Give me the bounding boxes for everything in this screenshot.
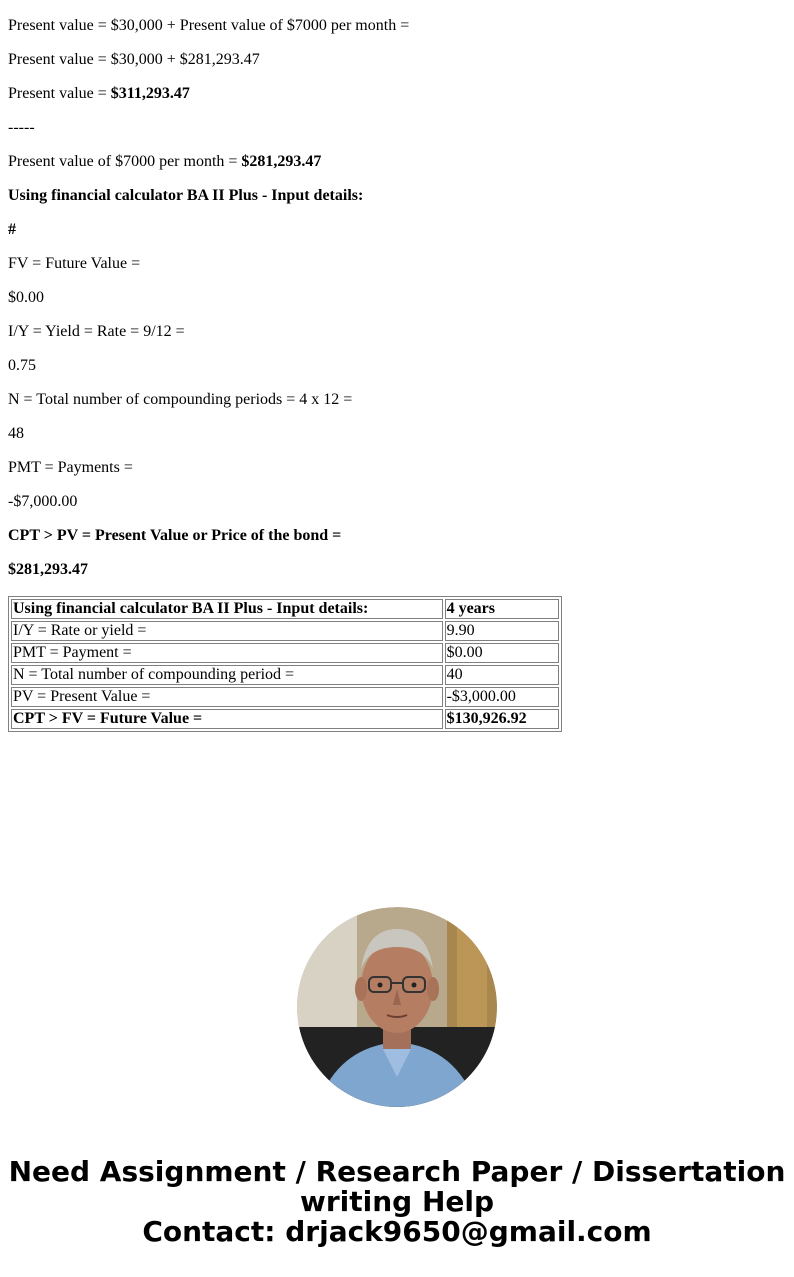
text-line <box>8 493 77 511</box>
text-line <box>8 527 341 545</box>
line-text: I/Y = Yield = Rate = 9/12 = <box>8 323 185 340</box>
table-cell-value: -$3,000.00 <box>445 687 559 707</box>
text-line <box>8 51 260 69</box>
line-bold-text: Using financial calculator BA II Plus - Input details: <box>8 187 364 204</box>
text-line <box>8 391 352 409</box>
section-heading <box>8 187 363 205</box>
text-line <box>8 153 321 171</box>
line-text: Present value = <box>8 85 111 102</box>
line-text: Present value = $30,000 + $281,293.47 <box>8 51 260 68</box>
text-line <box>8 323 185 341</box>
line-bold-text: $281,293.47 <box>8 561 88 578</box>
line-text: 0.75 <box>8 357 36 374</box>
text-line <box>8 221 16 239</box>
table-cell-label: PV = Present Value = <box>11 687 443 707</box>
table-cell-value: $130,926.92 <box>445 709 559 729</box>
line-text: Present value = $30,000 + Present value of $7000 per month = <box>8 17 410 34</box>
text-line <box>8 425 24 443</box>
table-row <box>11 621 559 641</box>
line-bold-text: # <box>8 221 16 238</box>
line-text: ----- <box>8 119 35 136</box>
text-line <box>8 289 44 307</box>
line-bold-text: CPT > PV = Present Value or Price of the bond = <box>8 527 342 544</box>
table-cell-label: PMT = Payment = <box>11 643 443 663</box>
author-portrait <box>297 907 497 1107</box>
table-cell-label: N = Total number of compounding period = <box>11 665 443 685</box>
text-line <box>8 255 140 273</box>
avatar <box>297 907 497 1107</box>
text-line <box>8 17 409 35</box>
table-cell-value: 4 years <box>445 599 559 619</box>
table-row <box>11 665 559 685</box>
table-row <box>11 643 559 663</box>
line-text: Present value of $7000 per month = <box>8 153 242 170</box>
line-bold-text: $311,293.47 <box>110 85 190 102</box>
line-text: 48 <box>8 425 24 442</box>
table-row <box>11 709 559 729</box>
line-text: PMT = Payments = <box>8 459 133 476</box>
text-line <box>8 85 190 103</box>
footer-line: writing Help <box>299 1185 495 1218</box>
table-cell-value: 40 <box>445 665 559 685</box>
line-bold-text: $281,293.47 <box>241 153 322 170</box>
table-cell-label: CPT > FV = Future Value = <box>11 709 443 729</box>
line-text: N = Total number of compounding periods = 4 x 12 = <box>8 391 353 408</box>
text-line <box>8 357 36 375</box>
footer-contact <box>0 1157 794 1247</box>
table-row <box>11 687 559 707</box>
line-text: $0.00 <box>8 289 44 306</box>
table-cell-value: 9.90 <box>445 621 559 641</box>
table-cell-label: Using financial calculator BA II Plus - Input details: <box>11 599 443 619</box>
line-text: -$7,000.00 <box>8 493 78 510</box>
table-cell-label: I/Y = Rate or yield = <box>11 621 443 641</box>
line-text: FV = Future Value = <box>8 255 141 272</box>
table-row <box>11 599 559 619</box>
text-line <box>8 459 133 477</box>
text-line <box>8 119 35 137</box>
calculator-table <box>8 596 562 732</box>
footer-line: Need Assignment / Research Paper / Dissertation <box>8 1155 786 1188</box>
table-cell-value: $0.00 <box>445 643 559 663</box>
text-line <box>8 561 88 579</box>
footer-contact-email: Contact: drjack9650@gmail.com <box>142 1215 652 1248</box>
